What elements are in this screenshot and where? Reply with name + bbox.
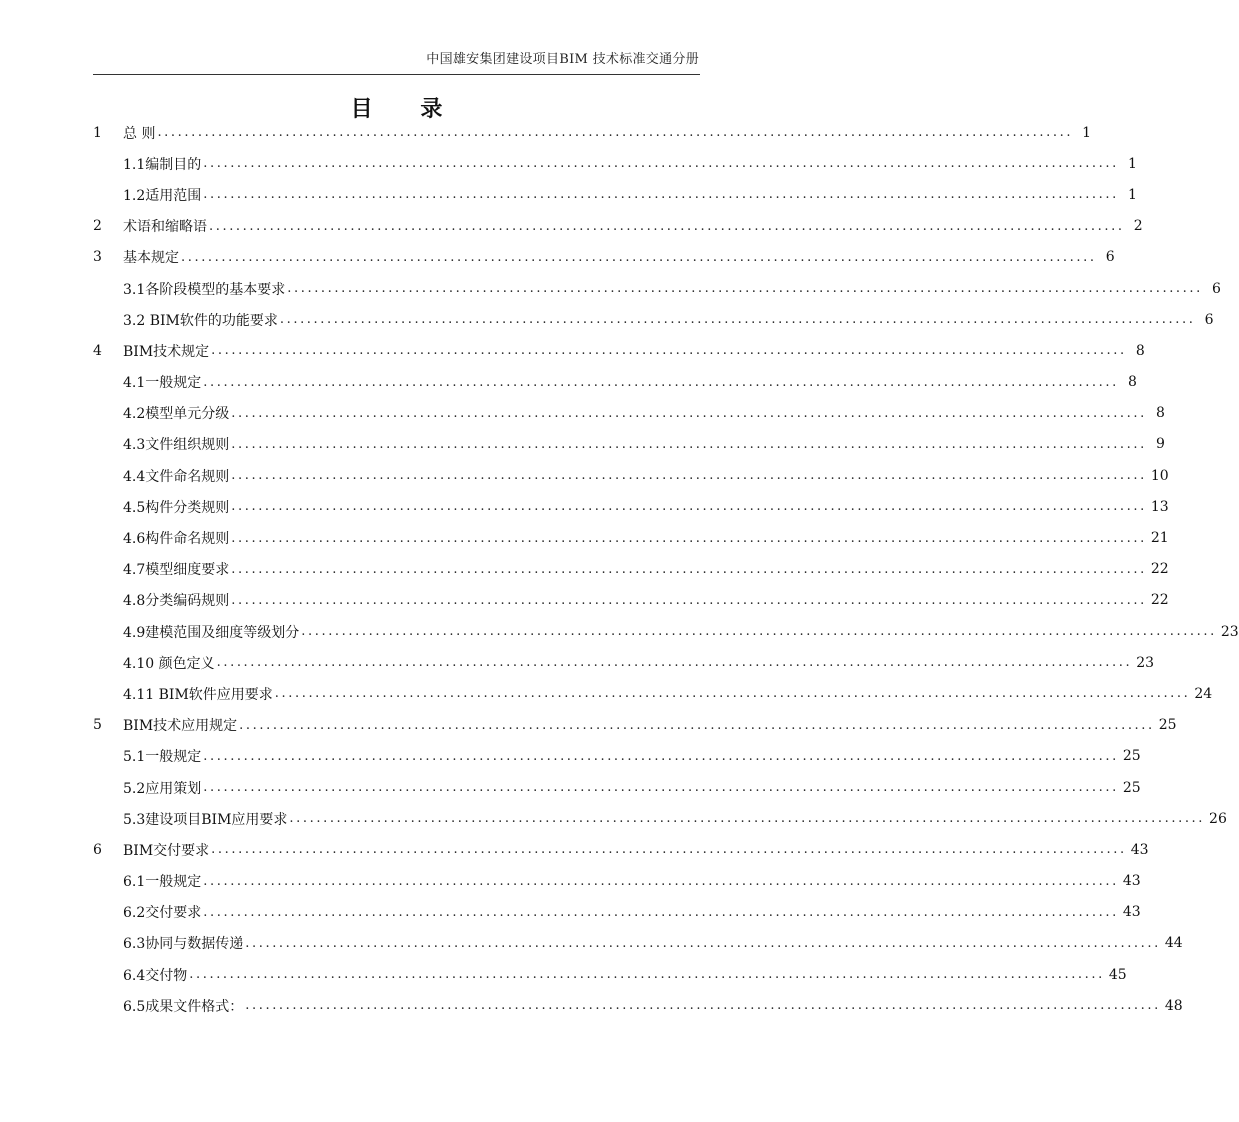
toc-dot-leader: ........................................................................................................................................ <box>231 592 1147 608</box>
toc-page-number: 24 <box>1194 685 1213 702</box>
toc-section-entry[interactable] <box>93 741 1141 772</box>
toc-section-entry[interactable] <box>93 928 1183 959</box>
toc-page-number: 22 <box>1150 561 1169 578</box>
toc-dot-leader: ........................................................................................................................................ <box>231 561 1147 577</box>
toc-page-number: 8 <box>1127 374 1137 391</box>
toc-entry-number: 3 <box>93 249 102 266</box>
toc-dot-leader: ........................................................................................................................................ <box>203 374 1119 390</box>
toc-entry-label: BIM技术规定 <box>123 343 210 360</box>
toc-dot-leader: ........................................................................................................................................ <box>231 499 1147 515</box>
toc-section-entry[interactable] <box>93 897 1141 928</box>
toc-dot-leader: ........................................................................................................................................ <box>274 686 1191 702</box>
toc-dot-leader: ........................................................................................................................................ <box>211 343 1127 359</box>
toc-entry-label: 总 则 <box>123 125 156 142</box>
toc-page-number: 10 <box>1150 467 1169 484</box>
toc-section-entry[interactable] <box>93 616 1239 647</box>
toc-page-number: 25 <box>1122 748 1141 765</box>
toc-entry-label: 4.3文件组织规则 <box>123 437 230 454</box>
toc-section-entry[interactable] <box>93 647 1155 678</box>
toc-chapter-entry[interactable] <box>93 211 1143 242</box>
toc-entry-number: 1 <box>93 124 102 141</box>
toc-dot-leader: ........................................................................................................................................ <box>203 780 1119 796</box>
toc-entry-label: 3.1各阶段模型的基本要求 <box>123 281 286 298</box>
toc-entry-label: 术语和缩略语 <box>123 219 207 236</box>
toc-page-number: 13 <box>1150 498 1169 515</box>
toc-section-entry[interactable] <box>93 772 1141 803</box>
toc-section-entry[interactable] <box>93 678 1213 709</box>
toc-section-entry[interactable] <box>93 273 1221 304</box>
toc-section-entry[interactable] <box>93 959 1127 990</box>
toc-page-number: 23 <box>1220 623 1239 640</box>
toc-section-entry[interactable] <box>93 491 1169 522</box>
toc-entry-number: 4 <box>93 342 102 359</box>
toc-section-entry[interactable] <box>93 866 1141 897</box>
toc-entry-label: 4.5构件分类规则 <box>123 499 230 516</box>
toc-entry-label: 5.2应用策划 <box>123 780 202 797</box>
toc-page-number: 25 <box>1122 779 1141 796</box>
toc-section-entry[interactable] <box>93 304 1214 335</box>
toc-page-number: 6 <box>1204 311 1214 328</box>
toc-dot-leader: ........................................................................................................................................ <box>245 935 1161 951</box>
toc-section-entry[interactable] <box>93 522 1169 553</box>
toc-dot-leader: ........................................................................................................................................ <box>239 717 1155 733</box>
toc-page-number: 1 <box>1127 155 1137 172</box>
toc-section-entry[interactable] <box>93 803 1227 834</box>
toc-entry-label: 4.10 颜色定义 <box>123 655 215 672</box>
toc-entry-label: 4.11 BIM软件应用要求 <box>123 686 273 703</box>
toc-entry-label: 6.3协同与数据传递 <box>123 936 244 953</box>
toc-entry-label: 4.1一般规定 <box>123 375 202 392</box>
toc-section-entry[interactable] <box>93 429 1165 460</box>
toc-page-number: 25 <box>1158 717 1177 734</box>
toc-page-number: 44 <box>1164 935 1183 952</box>
toc-page-number: 9 <box>1155 436 1165 453</box>
toc-page-number: 23 <box>1136 654 1155 671</box>
table-of-contents <box>93 117 1239 1021</box>
toc-dot-leader: ........................................................................................................................................ <box>231 530 1147 546</box>
toc-page-number: 43 <box>1122 904 1141 921</box>
toc-dot-leader: ........................................................................................................................................ <box>289 811 1206 827</box>
toc-page-number: 2 <box>1133 218 1143 235</box>
toc-page-number: 8 <box>1155 405 1165 422</box>
toc-section-entry[interactable] <box>93 179 1137 210</box>
toc-section-entry[interactable] <box>93 148 1137 179</box>
toc-chapter-entry[interactable] <box>93 335 1145 366</box>
toc-dot-leader: ........................................................................................................................................ <box>211 842 1127 858</box>
toc-chapter-entry[interactable] <box>93 242 1115 273</box>
toc-dot-leader: ........................................................................................................................................ <box>203 904 1119 920</box>
toc-dot-leader: ........................................................................................................................................ <box>231 436 1147 452</box>
toc-chapter-entry[interactable] <box>93 834 1149 865</box>
toc-entry-label: 5.1一般规定 <box>123 749 202 766</box>
toc-dot-leader: ........................................................................................................................................ <box>203 873 1119 889</box>
toc-section-entry[interactable] <box>93 460 1169 491</box>
toc-page-number: 1 <box>1127 186 1137 203</box>
toc-dot-leader: ........................................................................................................................................ <box>301 624 1217 640</box>
toc-dot-leader: ........................................................................................................................................ <box>203 156 1119 172</box>
toc-entry-label: 4.6构件命名规则 <box>123 531 230 548</box>
toc-entry-label: 4.9建模范围及细度等级划分 <box>123 624 300 641</box>
toc-entry-label: 6.1一般规定 <box>123 874 202 891</box>
toc-chapter-entry[interactable] <box>93 117 1092 148</box>
toc-dot-leader: ........................................................................................................................................ <box>279 312 1196 328</box>
toc-entry-label: 4.2模型单元分级 <box>123 406 230 423</box>
toc-entry-label: 4.7模型细度要求 <box>123 562 230 579</box>
toc-entry-number: 2 <box>93 218 102 235</box>
toc-entry-number: 5 <box>93 717 102 734</box>
page-title: 目 录 <box>350 96 463 122</box>
toc-dot-leader: ........................................................................................................................................ <box>245 998 1161 1014</box>
toc-dot-leader: ........................................................................................................................................ <box>209 218 1125 234</box>
toc-page-number: 22 <box>1150 592 1169 609</box>
toc-page-number: 6 <box>1211 280 1221 297</box>
header-rule <box>93 74 700 75</box>
toc-entry-label: BIM交付要求 <box>123 842 210 859</box>
toc-dot-leader: ........................................................................................................................................ <box>189 967 1105 983</box>
toc-dot-leader: ........................................................................................................................................ <box>203 748 1119 764</box>
toc-section-entry[interactable] <box>93 585 1169 616</box>
toc-section-entry[interactable] <box>93 554 1169 585</box>
toc-entry-label: 3.2 BIM软件的功能要求 <box>123 312 278 329</box>
toc-entry-label: 1.1编制目的 <box>123 156 202 173</box>
running-header: 中国雄安集团建设项目BIM 技术标准交通分册 <box>426 52 699 67</box>
toc-entry-label: 基本规定 <box>123 250 179 267</box>
toc-entry-label: 1.2适用范围 <box>123 187 202 204</box>
toc-dot-leader: ........................................................................................................................................ <box>231 405 1147 421</box>
toc-chapter-entry[interactable] <box>93 710 1177 741</box>
toc-entry-label: BIM技术应用规定 <box>123 718 238 735</box>
toc-page-number: 26 <box>1209 810 1227 827</box>
toc-entry-label: 4.8分类编码规则 <box>123 593 230 610</box>
toc-page-number: 8 <box>1135 342 1145 359</box>
toc-dot-leader: ........................................................................................................................................ <box>216 655 1133 671</box>
toc-dot-leader: ........................................................................................................................................ <box>203 187 1119 203</box>
toc-dot-leader: ........................................................................................................................................ <box>231 468 1147 484</box>
toc-entry-label: 6.4交付物 <box>123 967 188 984</box>
toc-dot-leader: ........................................................................................................................................ <box>157 125 1074 141</box>
toc-page-number: 43 <box>1122 873 1141 890</box>
toc-section-entry[interactable] <box>93 990 1183 1021</box>
toc-page-number: 21 <box>1150 530 1169 547</box>
toc-entry-number: 6 <box>93 841 102 858</box>
toc-section-entry[interactable] <box>93 367 1137 398</box>
toc-page-number: 6 <box>1105 249 1115 266</box>
toc-entry-label: 6.5成果文件格式： <box>123 998 244 1015</box>
toc-entry-label: 6.2交付要求 <box>123 905 202 922</box>
toc-page-number: 1 <box>1082 124 1092 141</box>
toc-entry-label: 5.3建设项目BIM应用要求 <box>123 811 288 828</box>
toc-page-number: 45 <box>1108 966 1127 983</box>
toc-page-number: 43 <box>1130 841 1149 858</box>
toc-page-number: 48 <box>1164 997 1183 1014</box>
toc-section-entry[interactable] <box>93 398 1165 429</box>
toc-entry-label: 4.4文件命名规则 <box>123 468 230 485</box>
toc-dot-leader: ........................................................................................................................................ <box>287 281 1203 297</box>
toc-dot-leader: ........................................................................................................................................ <box>181 249 1097 265</box>
